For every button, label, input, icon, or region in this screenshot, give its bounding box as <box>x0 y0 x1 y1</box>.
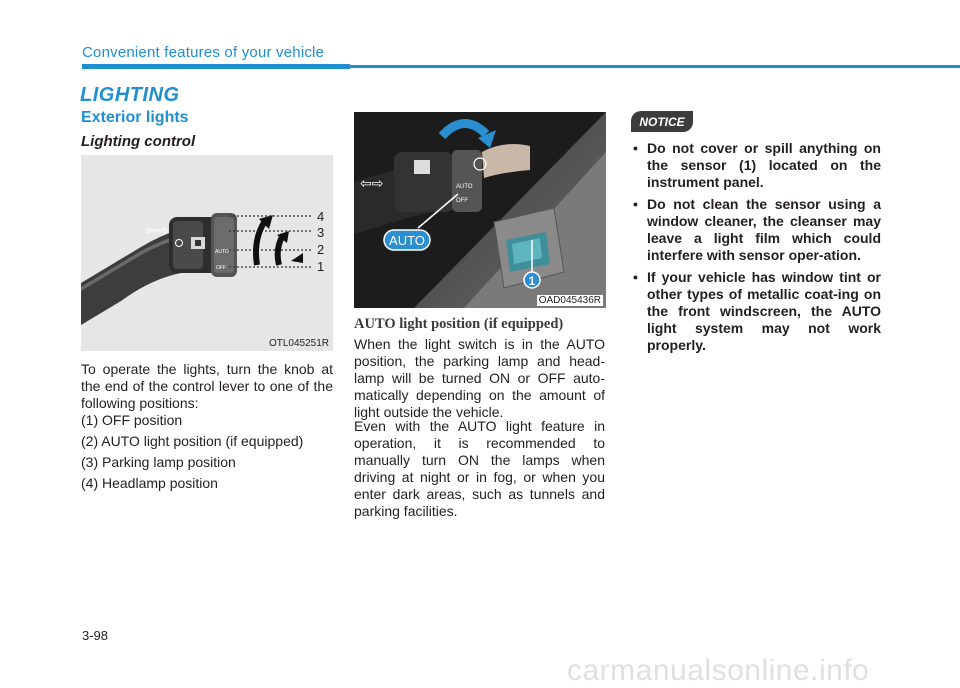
sensor-callout-number: 1 <box>528 274 536 288</box>
list-item: (1) OFF position <box>81 412 183 428</box>
list-item: (2) AUTO light position (if equipped) <box>81 433 304 449</box>
figure-lever-positions <box>81 155 333 351</box>
watermark: carmanualsonline.info <box>567 654 870 687</box>
bullet-icon: • <box>633 196 638 212</box>
auto-light-heading: AUTO light position (if equipped) <box>354 316 564 332</box>
lever-off-label: OFF <box>216 265 226 271</box>
figure-code: OTL045251R <box>268 338 329 349</box>
subsubsection-title: Lighting control <box>81 133 196 150</box>
notice-list <box>629 140 881 359</box>
notice-item <box>629 196 881 264</box>
notice-badge: NOTICE <box>631 111 693 132</box>
list-item: (4) Headlamp position <box>81 475 218 491</box>
notice-text: Do not clean the sensor using a window cleaner, the cleanser may leave a light film which could interfere with sensor oper-ation. <box>647 196 881 263</box>
position-marker-4: 4 <box>317 209 325 224</box>
running-header: Convenient features of your vehicle <box>82 44 325 61</box>
figure-code: OAD045436R <box>538 295 601 306</box>
turn-signal-arrows-icon: ⇦⇨ <box>145 223 169 239</box>
notice-item <box>629 140 881 191</box>
lever-auto-label: AUTO <box>215 249 229 255</box>
lever-auto-label: AUTO <box>456 184 473 190</box>
subsection-title: Exterior lights <box>81 109 189 126</box>
position-marker-3: 3 <box>317 225 325 240</box>
list-item: (3) Parking lamp position <box>81 454 236 470</box>
notice-item <box>629 269 881 354</box>
section-title: LIGHTING <box>80 84 180 106</box>
positions-list <box>81 412 333 492</box>
auto-light-paragraph-2: Even with the AUTO light feature in operation, it is recommended to manually turn ON the lamps when driving at night or in fog, or when you enter dark areas, such as tunnels and parking facilities. <box>354 418 605 519</box>
page-number: 3-98 <box>82 628 109 643</box>
figure-auto-sensor <box>354 112 606 308</box>
bullet-icon: • <box>633 269 638 285</box>
auto-sensor-illustration <box>354 112 606 308</box>
lever-illustration <box>81 155 333 351</box>
notice-text: Do not cover or spill anything on the sensor (1) located on the instrument panel. <box>647 140 881 190</box>
lever-off-label: OFF <box>456 198 468 204</box>
intro-paragraph: To operate the lights, turn the knob at the end of the control lever to one of the following positions: <box>81 361 333 411</box>
position-marker-1: 1 <box>317 259 325 274</box>
notice-text: If your vehicle has window tint or other types of metallic coat-ing on the front windscreen, the AUTO light system may not work properly. <box>647 269 881 353</box>
auto-callout-label: AUTO <box>389 233 425 248</box>
bullet-icon: • <box>633 140 638 156</box>
position-marker-2: 2 <box>317 242 325 257</box>
auto-light-paragraph-1: When the light switch is in the AUTO position, the parking lamp and head-lamp will be turned ON or OFF auto-matically depending on the amount of light outside the vehicle. <box>354 336 605 420</box>
turn-signal-arrows-icon: ⇦⇨ <box>360 176 384 192</box>
header-rule-accent <box>82 64 350 69</box>
